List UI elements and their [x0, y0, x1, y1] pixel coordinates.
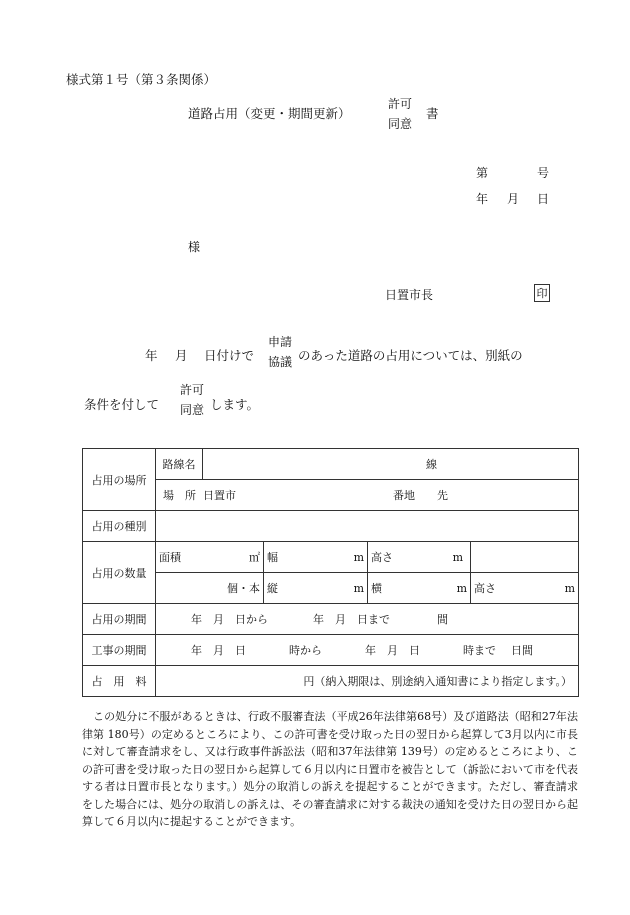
apply-option-stack: [268, 332, 292, 372]
width-cell[interactable]: [264, 542, 368, 573]
table-row: [83, 511, 579, 542]
work-end-time: 時まで: [463, 644, 496, 657]
fee-label: 占 用 料: [83, 666, 156, 697]
blank-cell: [471, 542, 579, 573]
occupancy-table: [82, 448, 579, 697]
location-cell[interactable]: [156, 480, 579, 511]
period-span: 間: [437, 613, 448, 626]
work-start-date: 年 月 日: [191, 644, 246, 657]
seal-mark: 印: [534, 284, 550, 302]
horizontal-label: 横: [371, 582, 382, 595]
height-label: 高さ: [371, 551, 393, 564]
apply-option-application: 申請: [268, 335, 293, 349]
height2-unit: m: [564, 581, 575, 595]
period-end: 年 月 日まで: [313, 613, 390, 626]
area-cell[interactable]: [156, 542, 264, 573]
location-city: 日置市: [203, 489, 236, 502]
doc-number-go: 号: [537, 166, 550, 180]
area-unit: ㎡: [249, 551, 260, 564]
table-row: [83, 666, 579, 697]
vertical-cell[interactable]: [264, 573, 368, 604]
vertical-unit: m: [353, 581, 364, 595]
title-option-consent: 同意: [388, 117, 413, 131]
work-start-time: 時から: [289, 644, 322, 657]
addressee-suffix: 様: [188, 240, 201, 254]
table-row: [83, 635, 579, 666]
body-line2-end: します。: [210, 397, 260, 412]
title-suffix: 書: [426, 106, 439, 121]
apply-option-consultation: 協議: [268, 355, 293, 369]
doc-number-dai: 第: [476, 166, 489, 180]
count-cell[interactable]: [156, 573, 264, 604]
appeal-notice: この処分に不服があるときは、行政不服審査法（平成26年法律第68号）及び道路法（昭和27年法律第 180号）の定めるところにより、この許可書を受け取った日の翌日から起算して3月以内に市長に対して審査請求をし、又は行政事件訴訟法（昭和37年法律第 139号）の定めるところにより、この許可書を受け取った日の翌日から起算して６月以内に日置市を被告として（訴訟において市を代表する者は日置市長となります。）処分の取消しの訴えを提起することができます。ただし、審査請求をした場合には、処分の取消しの訴えは、その審査請求に対する裁決の通知を受けた日の翌日から起算して６月以内に提起することができます。: [82, 710, 578, 828]
area-label: 面積: [159, 551, 181, 564]
type-label: 占用の種別: [83, 511, 156, 542]
issuer-name: 日置市長: [385, 288, 434, 302]
height-cell[interactable]: [368, 542, 471, 573]
doc-date-day: 日: [537, 192, 550, 206]
body-line2-start: 条件を付して: [84, 397, 160, 412]
location-label: 場 所: [163, 489, 196, 502]
period-start: 年 月 日から: [191, 613, 268, 626]
fee-text: 円（納入期限は、別途納入通知書により指定します。）: [303, 675, 572, 688]
lot-label: 番地 先: [393, 489, 448, 502]
place-label: 占用の場所: [83, 449, 156, 511]
table-row: [83, 604, 579, 635]
route-cell[interactable]: [203, 449, 579, 480]
route-label: 路線名: [156, 449, 203, 480]
vertical-label: 縦: [267, 582, 278, 595]
horizontal-unit: m: [456, 581, 467, 595]
table-row: [83, 542, 579, 573]
table-row: [83, 449, 579, 480]
work-cell[interactable]: [156, 635, 579, 666]
period-label: 占用の期間: [83, 604, 156, 635]
height-unit: m: [452, 550, 463, 564]
permit-option-stack: [180, 380, 204, 420]
doc-date-month: 月: [507, 192, 520, 206]
title-option-permit: 許可: [388, 97, 413, 111]
horizontal-cell[interactable]: [368, 573, 471, 604]
table-row: [83, 573, 579, 604]
body-line1-rest: のあった道路の占用については、別紙の: [298, 348, 523, 363]
document-title: 道路占用（変更・期間更新）: [188, 106, 351, 121]
work-days: 日間: [511, 644, 533, 657]
work-end-date: 年 月 日: [365, 644, 420, 657]
work-label: 工事の期間: [83, 635, 156, 666]
permit-option-permit: 許可: [180, 383, 205, 397]
quantity-label: 占用の数量: [83, 542, 156, 604]
width-label: 幅: [267, 551, 278, 564]
doc-date-year: 年: [476, 192, 489, 206]
height2-cell[interactable]: [471, 573, 579, 604]
title-option-stack: [388, 94, 412, 134]
period-cell[interactable]: [156, 604, 579, 635]
type-cell[interactable]: [156, 511, 579, 542]
width-unit: m: [353, 550, 364, 564]
route-suffix: 線: [426, 458, 437, 471]
height2-label: 高さ: [474, 582, 496, 595]
body-month: 月: [175, 348, 188, 363]
form-number: 様式第１号（第３条関係）: [66, 72, 217, 87]
body-date-suffix: 日付けで: [204, 348, 255, 363]
count-label: 個・本: [227, 582, 260, 595]
fee-cell[interactable]: [156, 666, 579, 697]
permit-option-consent: 同意: [180, 403, 205, 417]
body-year: 年: [145, 348, 158, 363]
table-row: [83, 480, 579, 511]
